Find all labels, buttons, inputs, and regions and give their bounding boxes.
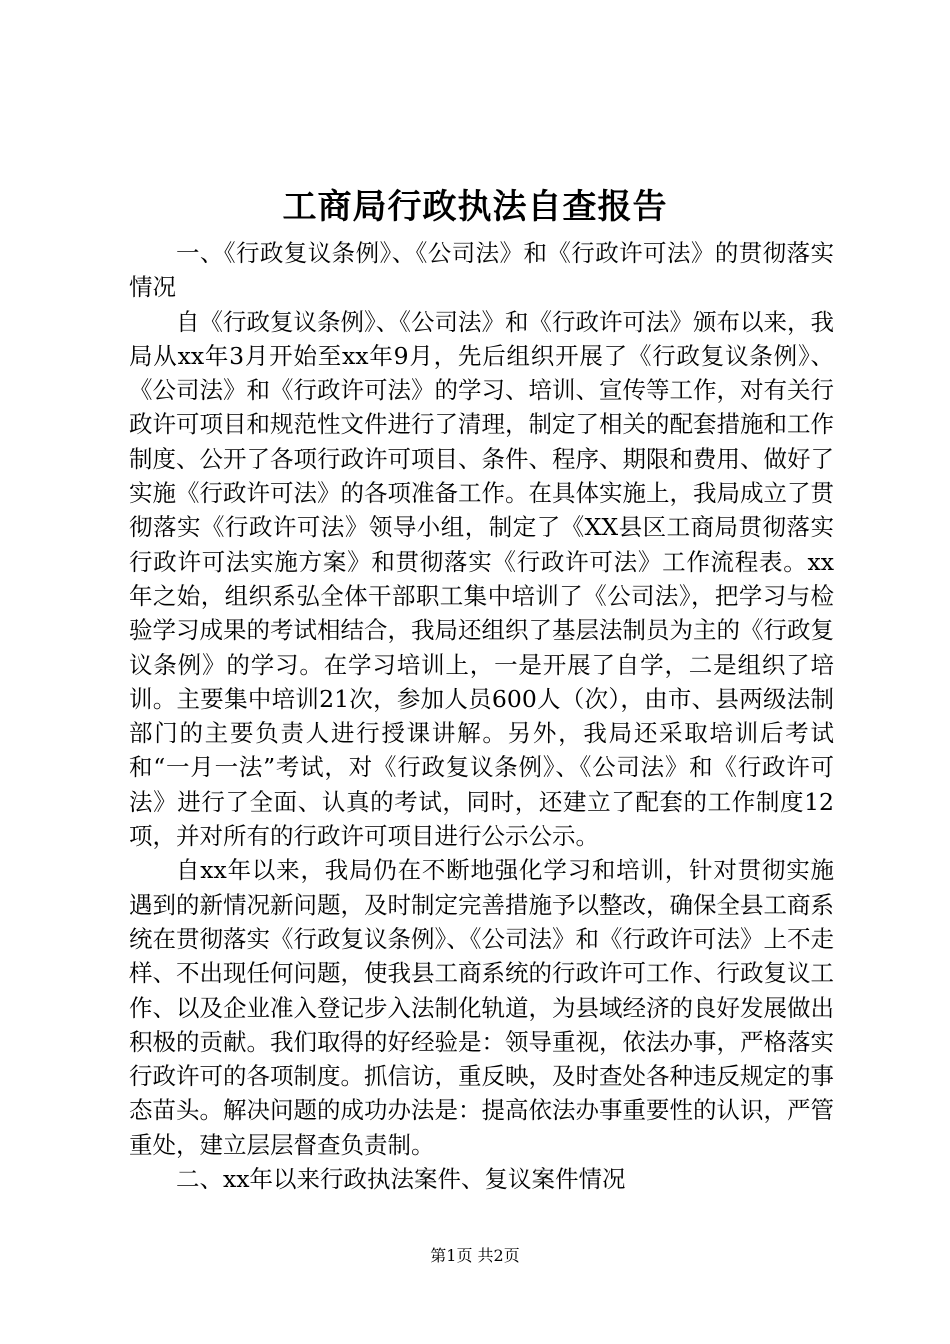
body-paragraph-2: 自xx年以来，我局仍在不断地强化学习和培训，针对贯彻实施遇到的新情况新问题，及时制定完善措施予以整改，确保全县工商系统在贯彻落实《行政复议条例》、《公司法》和《行政许可法》上不走样、不出现任何问题，使我县工商系统的行政许可工作、行政复议工作、以及企业准入登记步入法制化轨道，为县域经济的良好发展做出积极的贡献。我们取得的好经验是：领导重视，依法办事，严格落实行政许可的各项制度。抓信访，重反映，及时查处各种违反规定的事态苗头。解决问题的成功办法是：提高依法办事重要性的认识，严管重处，建立层层督查负责制。 <box>129 856 834 1159</box>
page-footer: 第1页 共2页 <box>430 1246 520 1265</box>
section-heading-2: 二、xx年以来行政执法案件、复议案件情况 <box>176 1165 626 1194</box>
document-body <box>129 236 834 1196</box>
body-paragraph-1: 自《行政复议条例》、《公司法》和《行政许可法》颁布以来，我局从xx年3月开始至xx年9月，先后组织开展了《行政复议条例》、《公司法》和《行政许可法》的学习、培训、宣传等工作，对有关行政许可项目和规范性文件进行了清理，制定了相关的配套措施和工作制度、公开了各项行政许可项目、条件、程序、期限和费用、做好了实施《行政许可法》的各项准备工作。在具体实施上，我局成立了贯彻落实《行政许可法》领导小组，制定了《XX县区工商局贯彻落实行政许可法实施方案》和贯彻落实《行政许可法》工作流程表。xx年之始，组织系弘全体干部职工集中培训了《公司法》，把学习与检验学习成果的考试相结合，我局还组织了基层法制员为主的《行政复议条例》的学习。在学习培训上，一是开展了自学，二是组织了培训。主要集中培训21次，参加人员600人（次），由市、县两级法制部门的主要负责人进行授课讲解。另外，我局还采取培训后考试和“一月一法”考试，对《行政复议条例》、《公司法》和《行政许可法》进行了全面、认真的考试，同时，还建立了配套的工作制度12项，并对所有的行政许可项目进行公示公示。 <box>129 307 834 851</box>
document-title: 工商局行政执法自查报告 <box>282 187 668 227</box>
section-heading-1: 一、《行政复议条例》、《公司法》和《行政许可法》的贯彻落实情况 <box>129 239 834 302</box>
